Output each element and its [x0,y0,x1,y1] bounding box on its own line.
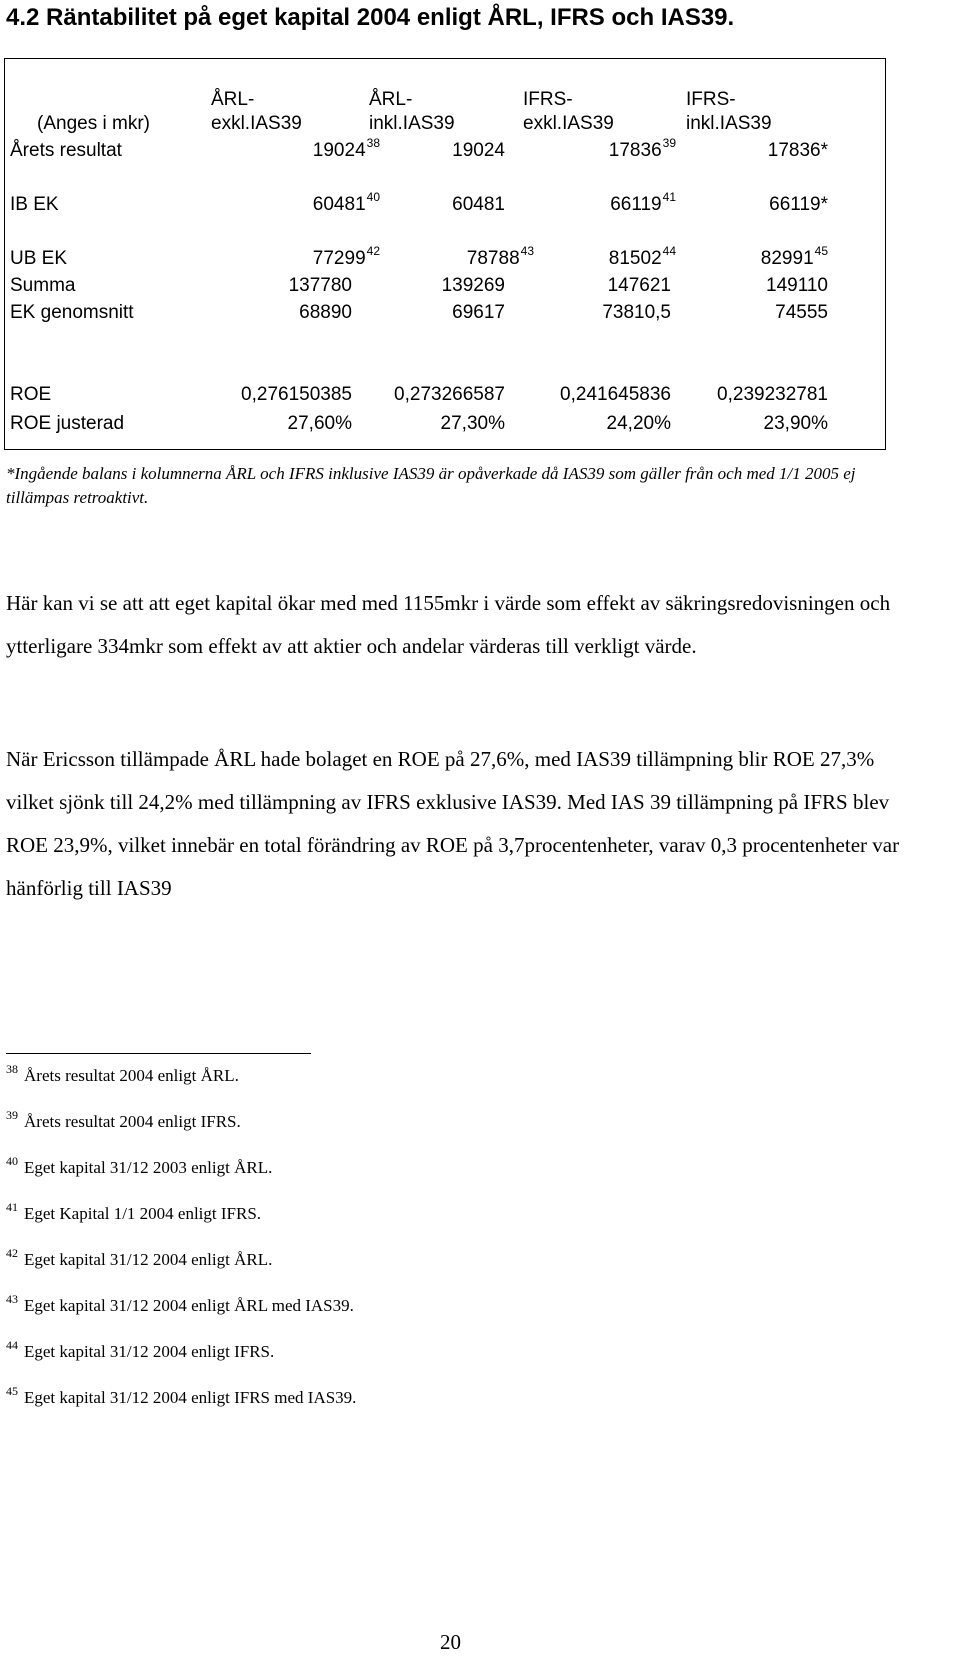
table-cell: 60481 [452,194,505,215]
footnote [6,1108,241,1132]
footnote-ref: 43 [520,244,534,258]
footnote [6,1154,273,1178]
table-cell: 74555 [775,302,828,323]
column-header-line2: inkl.IAS39 [369,113,455,134]
row-label: ROE [10,384,52,405]
table-cell: 68890 [299,302,352,323]
table-cell: 19024 [452,140,505,161]
footnote-text: Årets resultat 2004 enligt IFRS. [24,1112,241,1131]
footnote-ref: 45 [814,244,828,258]
table-cell: 19024$^{38}$ [312,136,380,161]
table-cell: 73810,5 [602,302,671,323]
footnote-ref: 42 [366,244,380,258]
table-cell: 149110 [766,275,828,296]
section-heading: 4.2 Räntabilitet på eget kapital 2004 enligt ÅRL, IFRS och IAS39. [6,4,735,31]
column-header-line1: IFRS- [686,89,736,110]
table-cell: 17836$^{39}$ [608,136,676,161]
column-header-line2: inkl.IAS39 [686,113,772,134]
table-cell: 139269 [441,275,505,296]
footnote-divider [6,1053,311,1054]
table-cell: 66119* [769,194,828,215]
table-cell: 27,60% [287,413,352,434]
table-cell: 82991$^{45}$ [760,244,828,269]
row-label: IB EK [10,194,59,215]
table-cell: 66119$^{41}$ [610,190,676,215]
footnote-text: Eget kapital 31/12 2003 enligt ÅRL. [24,1158,273,1177]
table-cell: 0,273266587 [394,384,505,405]
footnote-number: 45 [6,1384,18,1398]
body-paragraph: När Ericsson tillämpade ÅRL hade bolaget en ROE på 27,6%, med IAS39 tillämpning blir ROE 27,3% vilket sjönk till 24,2% med tillämpning av IFRS exklusive IAS39. Med IAS 39 tillämpning på IFRS blev ROE 23,9%, vilket innebär en total förändring av ROE på 3,7procentenheter, varav 0,3 procentenheter var hänförlig till IAS39 [6,747,900,900]
footnote [6,1338,275,1362]
row-label: UB EK [10,248,68,269]
footnote [6,1246,273,1270]
footnote-text: Eget kapital 31/12 2004 enligt IFRS. [24,1342,275,1361]
footnote-number: 44 [6,1338,18,1352]
footnote-text: Eget kapital 31/12 2004 enligt ÅRL. [24,1250,273,1269]
table-note: *Ingående balans i kolumnerna ÅRL och IFRS inklusive IAS39 är opåverkade då IAS39 som gäller från och med 1/1 2005 ej tillämpas retroaktivt. [6,464,856,507]
column-header-line2: exkl.IAS39 [211,113,302,134]
footnote-text: Eget kapital 31/12 2004 enligt ÅRL med IAS39. [24,1296,354,1315]
row-label: EK genomsnitt [10,302,134,323]
footnote [6,1200,262,1224]
row-label: Summa [10,275,76,296]
column-header-line2: exkl.IAS39 [523,113,614,134]
footnote-text: Eget kapital 31/12 2004 enligt IFRS med IAS39. [24,1388,357,1407]
table-cell: 24,20% [606,413,671,434]
footnote-number: 40 [6,1154,18,1168]
table-cell: 17836* [767,140,828,161]
footnote-number: 43 [6,1292,18,1306]
table-cell: 69617 [452,302,505,323]
table-cell: 60481$^{40}$ [312,190,380,215]
footnote [6,1292,354,1316]
table-cell: 0,241645836 [560,384,671,405]
footnote-ref: 40 [366,190,380,204]
footnote-number: 42 [6,1246,18,1260]
table-cell: 0,276150385 [241,384,352,405]
footnote-ref: 41 [662,190,676,204]
table-cell: 78788$^{43}$ [466,244,534,269]
table-cell: 23,90% [763,413,828,434]
footnote-text: Eget Kapital 1/1 2004 enligt IFRS. [24,1204,262,1223]
table-cell: 27,30% [440,413,505,434]
footnote-ref: 38 [366,136,380,150]
table-cell: 81502$^{44}$ [608,244,676,269]
column-header-line1: ÅRL- [369,89,413,110]
footnote-ref: 39 [662,136,676,150]
footnote-text: Årets resultat 2004 enligt ÅRL. [24,1066,239,1085]
table-cell: 137780 [288,275,352,296]
table-cell: 0,239232781 [717,384,828,405]
body-paragraph: Här kan vi se att att eget kapital ökar med med 1155mkr i värde som effekt av säkringsredovisningen och ytterligare 334mkr som effekt av att aktier och andelar värderas till verkligt värde. [6,591,891,658]
row-label: ROE justerad [10,413,125,434]
unit-label: (Anges i mkr) [37,113,150,134]
footnote-number: 38 [6,1062,18,1076]
footnote [6,1062,239,1086]
footnote [6,1384,357,1408]
column-header-line1: ÅRL- [211,89,255,110]
table-cell: 147621 [607,275,671,296]
row-label: Årets resultat [10,140,122,161]
table-cell: 77299$^{42}$ [312,244,380,269]
footnote-number: 41 [6,1200,18,1214]
column-header-line1: IFRS- [523,89,573,110]
footnote-number: 39 [6,1108,18,1122]
page-number: 20 [440,1630,461,1654]
footnote-ref: 44 [662,244,676,258]
